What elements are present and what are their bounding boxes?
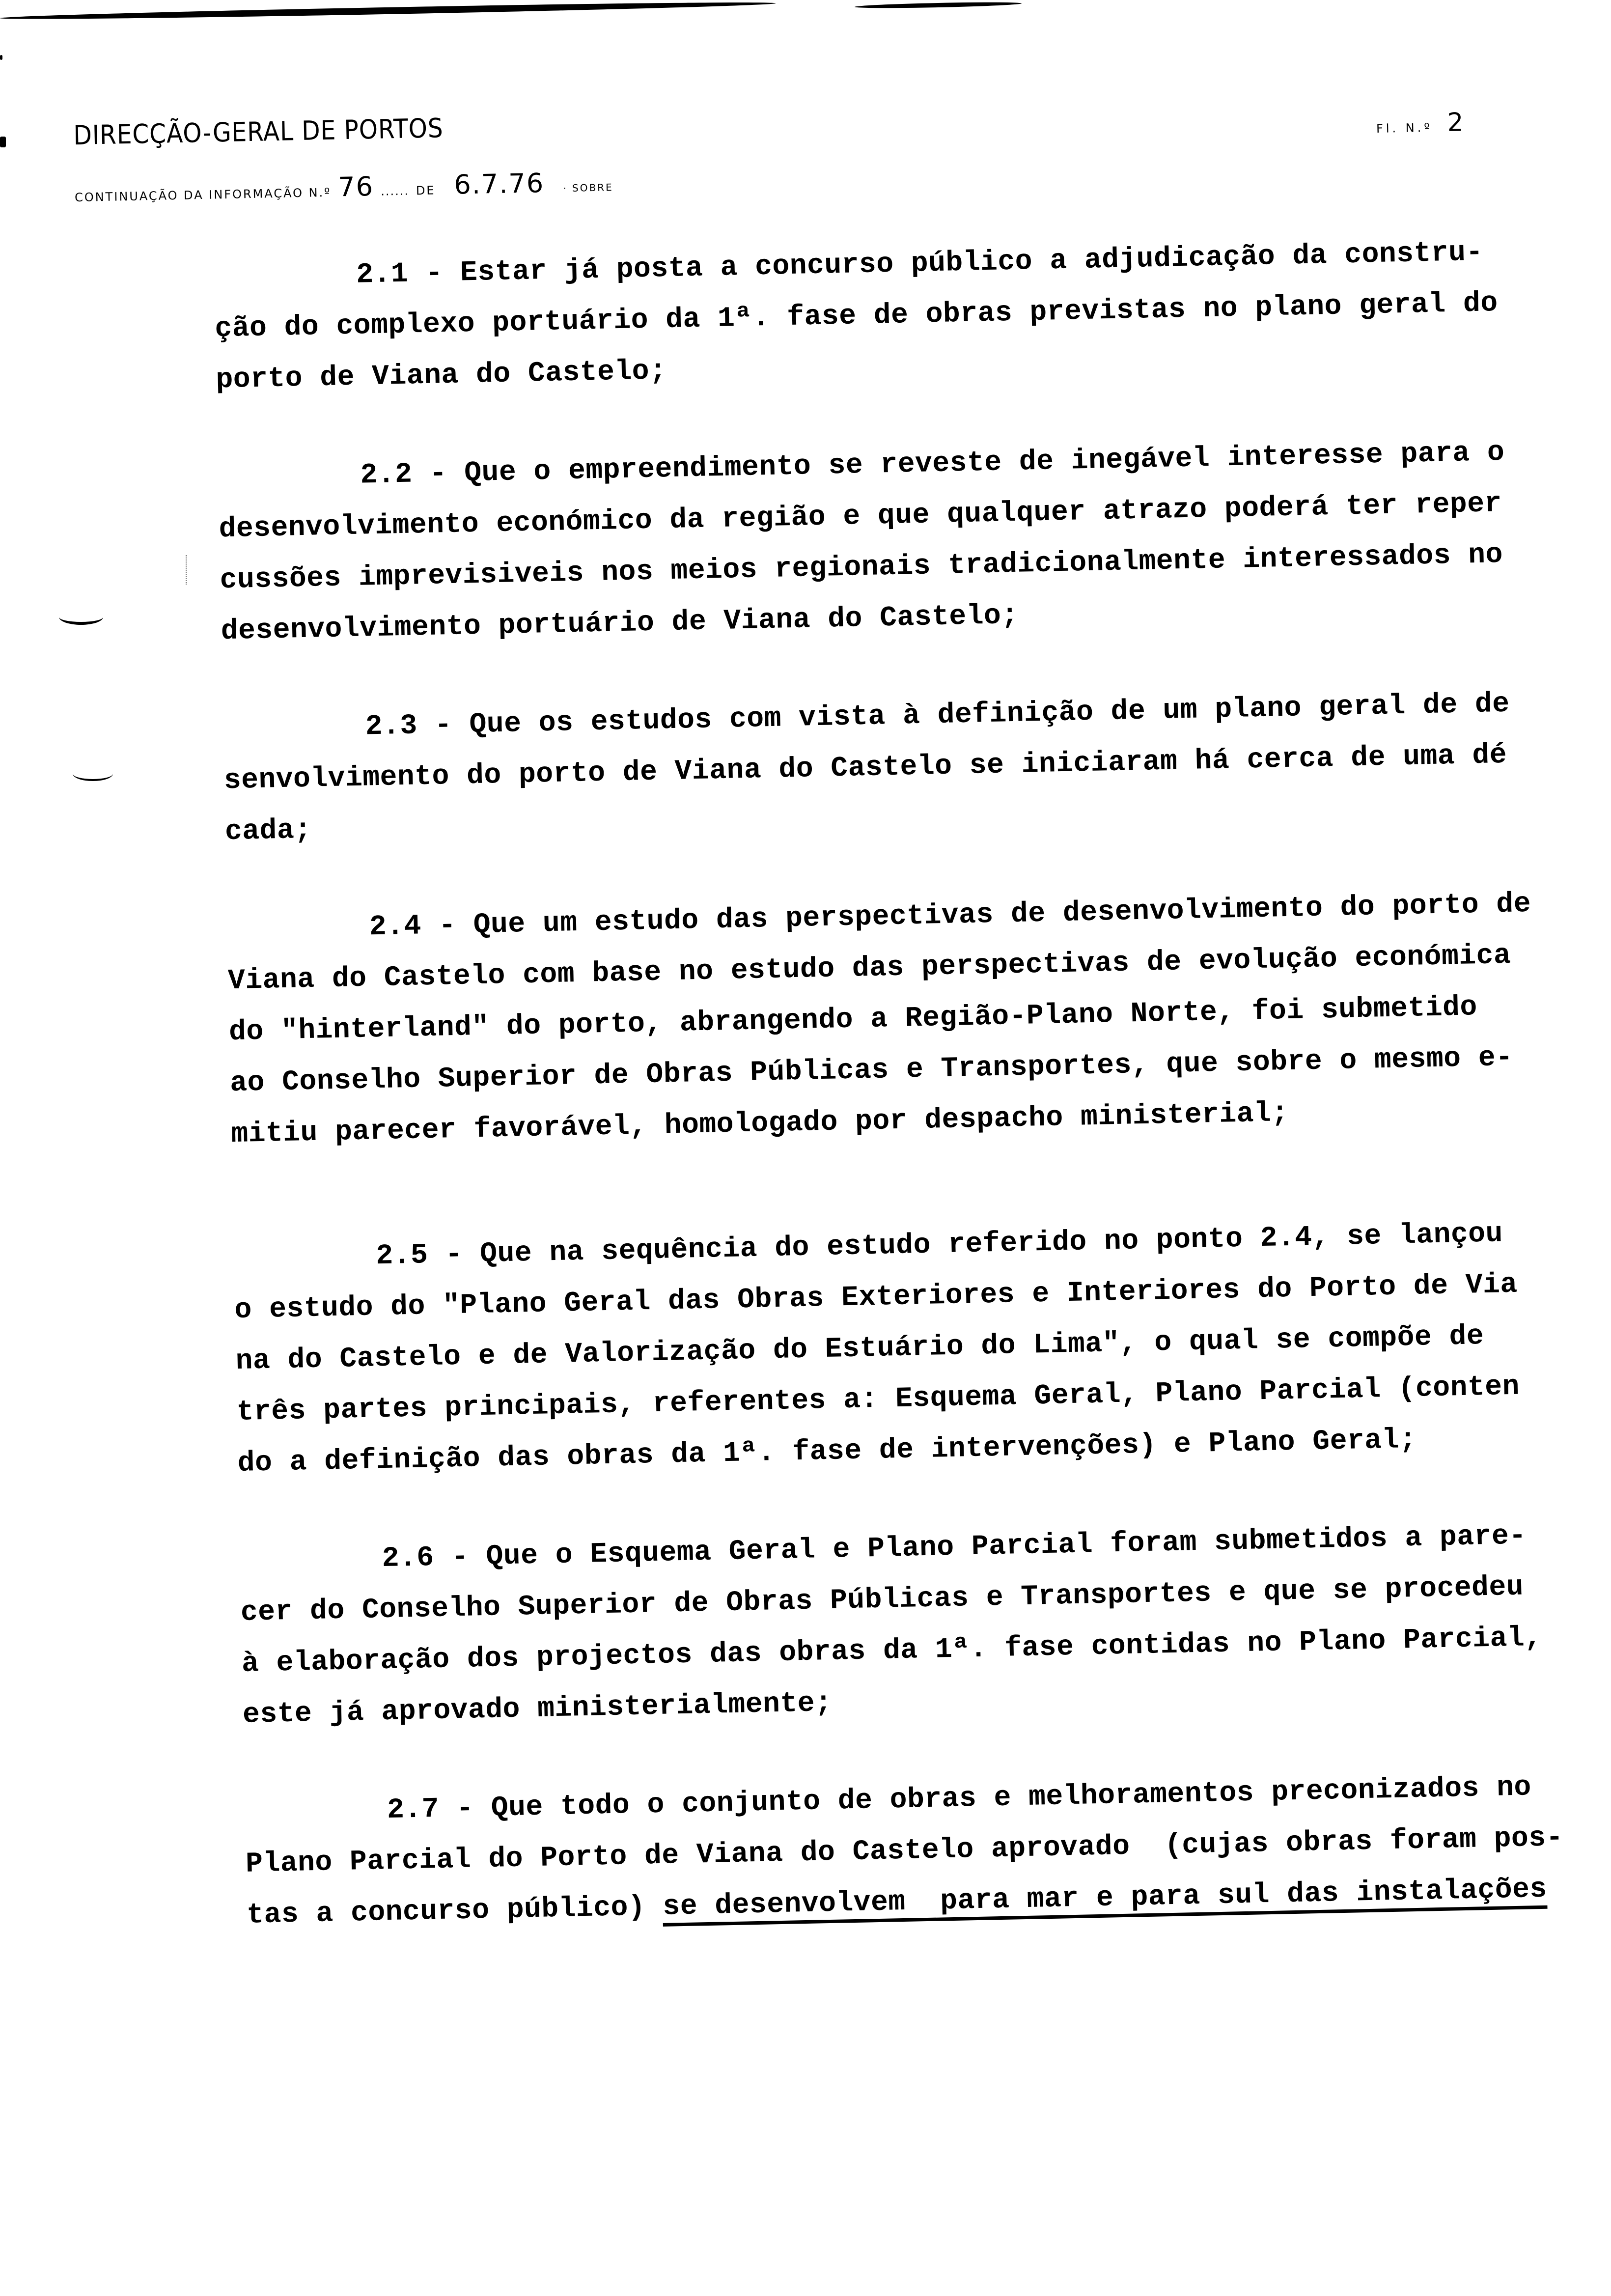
subject-label: · SOBRE <box>563 181 613 195</box>
paragraph-line: cussões imprevisiveis nos meios regionais tradicionalmente interessados no <box>220 538 1503 597</box>
paragraph-line: 2.3 - Que os estudos com vista à definição de um plano geral de de <box>365 688 1510 743</box>
paragraph-line: três partes principais, referentes a: Esquema Geral, Plano Parcial (conten <box>236 1371 1520 1429</box>
paragraph-line: na do Castelo e de Valorização do Estuário do Lima", o qual se compõe de <box>235 1320 1484 1378</box>
continuation-label: CONTINUAÇÃO DA INFORMAÇÃO N.º <box>74 185 332 205</box>
paragraph-line: senvolvimento do porto de Viana do Castelo se iniciaram há cerca de uma dé <box>223 739 1507 797</box>
paragraph-line: este já aprovado ministerialmente; <box>242 1687 833 1731</box>
paragraph-line: Viana do Castelo com base no estudo das perspectivas de evolução económica <box>227 939 1511 998</box>
continuation-line <box>74 166 613 208</box>
paragraph-2-4 <box>226 877 1611 1160</box>
paragraph-2-6 <box>239 1509 1611 1741</box>
sheet-number: 2 <box>1446 108 1464 138</box>
paragraph-line: 2.2 - Que o empreendimento se reveste de inegável interesse para o <box>360 436 1505 492</box>
paragraph-2-5 <box>233 1206 1611 1489</box>
paragraph-line: do "hinterland" do porto, abrangendo a Região-Plano Norte, foi submetido <box>228 991 1478 1049</box>
information-number: 76 <box>337 170 374 203</box>
paragraph-2-3 <box>222 676 1611 858</box>
paragraph-line: o estudo do "Plano Geral das Obras Exteriores e Interiores do Porto de Via <box>234 1268 1518 1327</box>
paragraph-line: 2.7 - Que todo o conjunto de obras e melhoramentos preconizados no <box>387 1771 1532 1827</box>
paragraph-line: cer do Conselho Superior de Obras Públicas e Transportes e que se procedeu <box>240 1571 1524 1629</box>
paragraph-line: 2.1 - Estar já posta a concurso público a adjudicação da constru- <box>356 236 1484 291</box>
number-fill-dots: ...... <box>380 184 410 198</box>
paragraph-line: cada; <box>224 814 312 848</box>
letterhead-organization: DIRECÇÃO-GERAL DE PORTOS <box>73 112 444 151</box>
paragraph-2-2 <box>218 425 1611 657</box>
paragraph-line: desenvolvimento económico da região e que qualquer atrazo poderá ter reper <box>219 487 1502 546</box>
paragraph-line: desenvolvimento portuário de Viana do Castelo; <box>221 599 1019 648</box>
paragraph-line: 2.5 - Que na sequência do estudo referido no ponto 2.4, se lançou <box>375 1218 1503 1273</box>
paragraph-line: Plano Parcial do Porto de Viana do Castelo aprovado (cujas obras foram pos- <box>245 1822 1564 1880</box>
paragraph-line: do a definição das obras da 1ª. fase de intervenções) e Plano Geral; <box>237 1424 1417 1480</box>
paragraph-line: porto de Viana do Castelo; <box>215 355 667 396</box>
underlined-text: se desenvolvem para mar e para sul das instalações <box>663 1874 1548 1927</box>
document-body <box>213 224 1611 1988</box>
paragraph-line: 2.4 - Que um estudo das perspectivas de desenvolvimento do porto de <box>369 888 1531 944</box>
paragraph-text: tas a concurso público) <box>246 1891 664 1932</box>
paragraph-line: à elaboração dos projectos das obras da 1ª. fase contidas no Plano Parcial, <box>241 1622 1543 1680</box>
paragraph-line: 2.6 - Que o Esquema Geral e Plano Parcial foram submetidos a pare- <box>382 1520 1527 1575</box>
information-date: 6.7.76 <box>453 167 545 200</box>
date-label: DE <box>416 183 436 198</box>
sheet-number-block <box>1376 108 1464 139</box>
paragraph-2-7 <box>244 1760 1611 1941</box>
paragraph-line: ao Conselho Superior de Obras Públicas e Transportes, que sobre o mesmo e- <box>229 1041 1514 1100</box>
paragraph-line: mitiu parecer favorável, homologado por despacho ministerial; <box>230 1097 1289 1151</box>
sheet-label: Fl. N.º <box>1376 120 1433 136</box>
paragraph-line: ção do complexo portuário da 1ª. fase de obras previstas no plano geral do <box>214 287 1499 345</box>
paragraph-2-1 <box>213 224 1611 406</box>
